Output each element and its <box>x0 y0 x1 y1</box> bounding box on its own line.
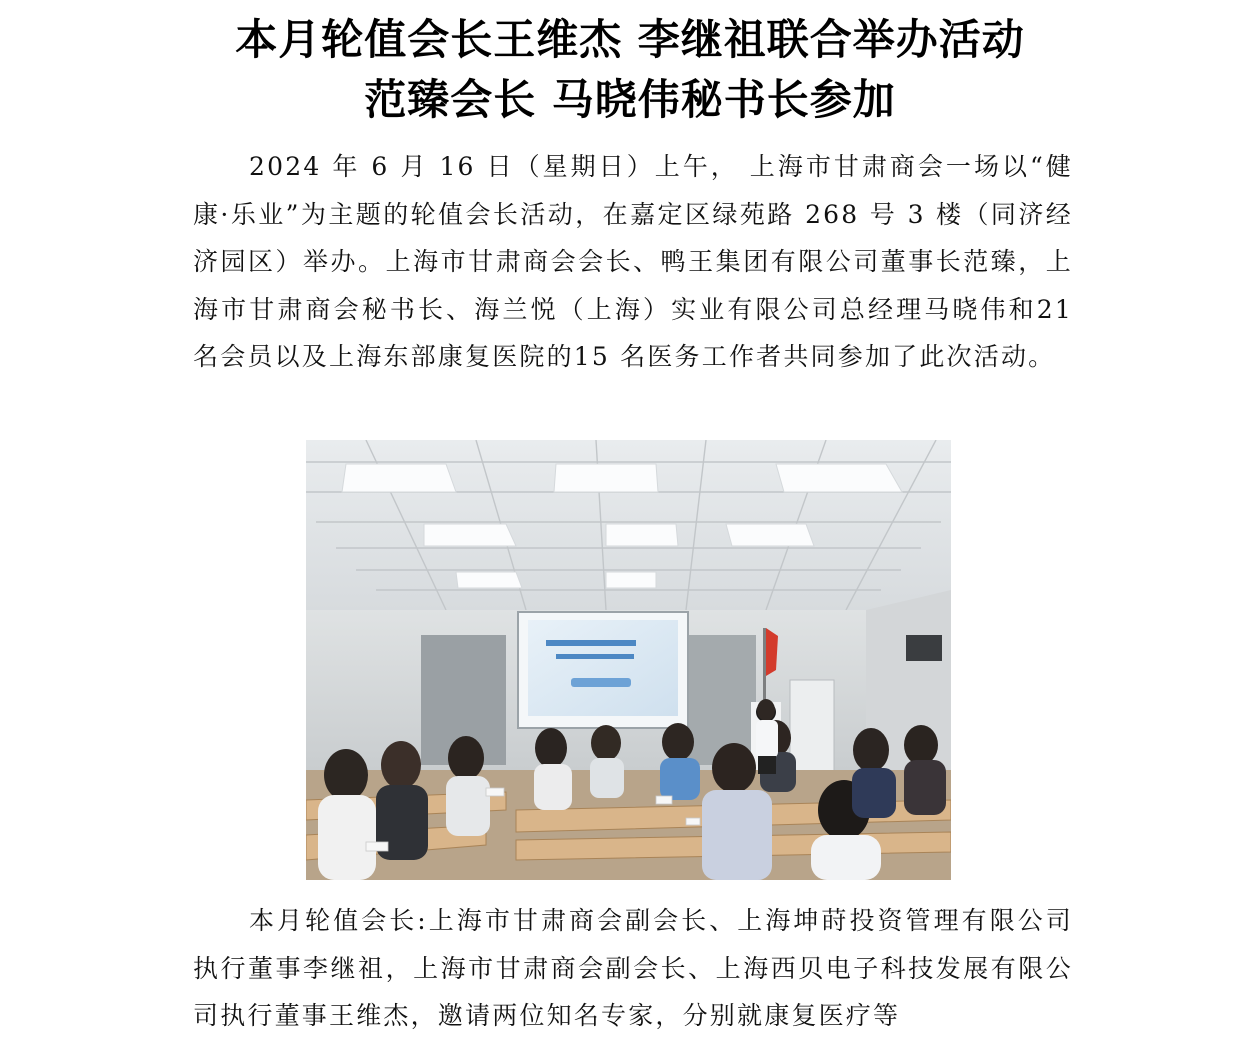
paragraph-intro: 2024 年 6 月 16 日（星期日）上午， 上海市甘肃商会一场以“健康·乐业”为主题的轮值会长活动，在嘉定区绿苑路 268 号 3 楼（同济经济园区）举办。上海市甘肃商会会长、鸭王集团有限公司董事长范臻，上海市甘肃商会秘书长、海兰悦（上海）实业有限公司总经理马晓伟和21 名会员以及上海东部康复医院的15 名医务工作者共同参加了此次活动。 <box>193 152 1073 371</box>
meeting-room-photo-icon <box>306 440 951 880</box>
paragraph-rotating-chair: 本月轮值会长:上海市甘肃商会副会长、上海坤莳投资管理有限公司执行董事李继祖，上海市甘肃商会副会长、上海西贝电子科技发展有限公司执行董事王维杰，邀请两位知名专家，分别就康复医疗等 <box>193 906 1073 1030</box>
title-line-2: 范臻会长 马晓伟秘书长参加 <box>364 75 896 124</box>
title-line-1: 本月轮值会长王维杰 李继祖联合举办活动 <box>235 15 1025 64</box>
